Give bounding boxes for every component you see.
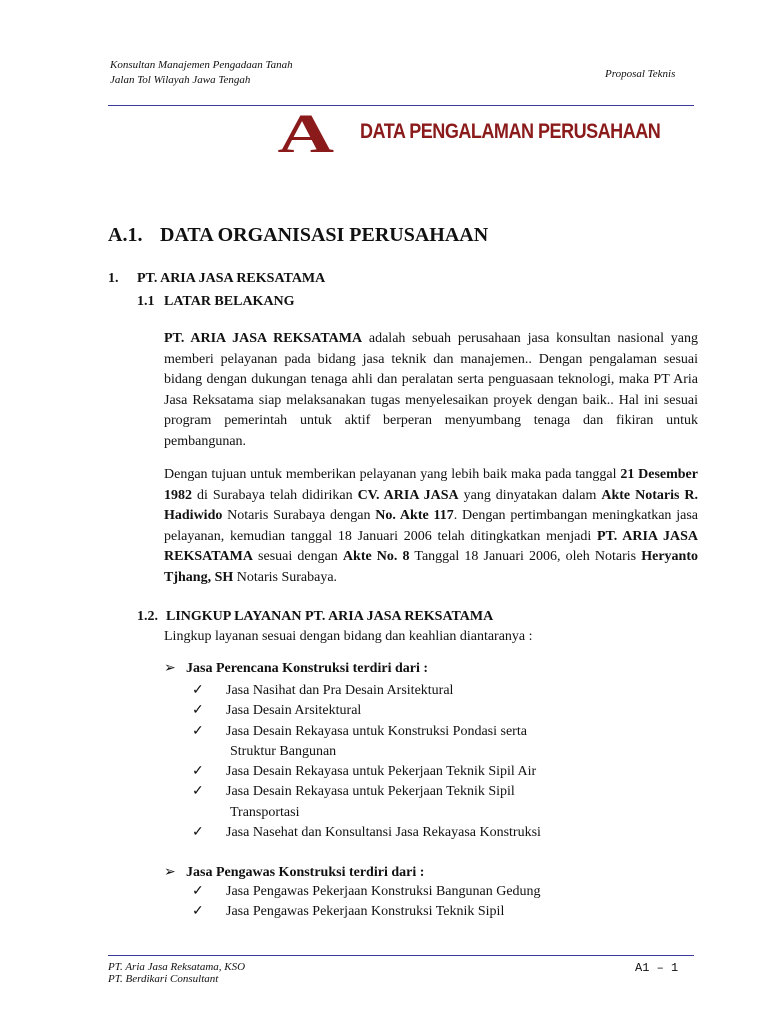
- notary-name: Heryanto Tjhang, SH: [164, 549, 698, 585]
- list-item: [186, 882, 626, 902]
- list-item-text: Jasa Desain Rekayasa untuk Konstruksi Pondasi serta: [226, 723, 527, 739]
- background-paragraph-2: [164, 465, 698, 588]
- paragraph-text: yang dinyatakan dalam: [458, 487, 602, 503]
- section-number: A.1.: [108, 224, 143, 246]
- subsection-title: LATAR BELAKANG: [164, 294, 295, 309]
- supervision-services-list: [186, 882, 626, 923]
- section-title: DATA ORGANISASI PERUSAHAAN: [160, 224, 489, 246]
- page-number: A1 – 1: [635, 961, 679, 975]
- header-right: Proposal Teknis: [605, 68, 676, 80]
- service-group-heading: [164, 864, 424, 881]
- check-icon: ✓: [192, 683, 204, 698]
- list-item: [186, 762, 626, 782]
- paragraph-text: Dengan tujuan untuk memberikan pelayanan yang lebih baik maka pada tanggal: [164, 467, 621, 482]
- company-number: 1.: [108, 271, 119, 286]
- subsection-number: 1.2.: [137, 609, 158, 624]
- list-item-text: Jasa Pengawas Pekerjaan Konstruksi Teknik Sipil: [226, 904, 505, 920]
- paragraph-text: di Surabaya telah didirikan: [192, 487, 358, 503]
- footer-left: [108, 961, 245, 985]
- scope-intro: Lingkup layanan sesuai dengan bidang dan keahlian diantaranya :: [164, 629, 533, 644]
- deed-number: No. Akte 117: [375, 508, 454, 523]
- subsection-number: 1.1: [137, 294, 155, 309]
- planning-services-list: [186, 681, 626, 843]
- service-group-heading: [164, 660, 428, 677]
- subsection-title: LINGKUP LAYANAN PT. ARIA JASA REKSATAMA: [166, 609, 494, 624]
- list-item: [186, 823, 626, 843]
- subsection-heading-background: [137, 294, 295, 310]
- check-icon: ✓: [192, 703, 204, 719]
- former-company-name: CV. ARIA JASA: [357, 487, 459, 503]
- founding-date: 21 Desember 1982: [164, 467, 698, 503]
- new-deed-number: Akte No. 8: [342, 549, 410, 564]
- header-line-2: Jalan Tol Wilayah Jawa Tengah: [110, 74, 251, 86]
- paragraph-text: adalah sebuah perusahaan jasa konsultan nasional yang memberi pelayanan pada bidang jasa teknik dan manajemen.. Dengan pengalaman sesuai bidang dengan dukungan tenaga ahli dan peralatan serta penguasaan teknologi, maka PT Aria Jasa Reksatama siap melaksanakan tugas menyelesaikan proyek dengan baik.. Hal ini sesuai program pemerintah untuk aktif berperan menyumbang tenaga dan fikiran untuk pembangunan.: [164, 331, 699, 449]
- section-heading: [108, 224, 488, 247]
- list-item-text: Jasa Desain Rekayasa untuk Pekerjaan Teknik Sipil Air: [226, 764, 537, 780]
- check-icon: ✓: [192, 764, 204, 780]
- footer-line-1: PT. Aria Jasa Reksatama, KSO: [108, 961, 246, 973]
- paragraph-text: Notaris Surabaya.: [233, 569, 338, 585]
- list-item-text: Jasa Desain Arsitektural: [226, 703, 362, 719]
- list-item-text: Jasa Nasehat dan Konsultansi Jasa Rekayasa Konstruksi: [226, 825, 541, 841]
- check-icon: ✓: [192, 884, 204, 899]
- company-name-bold: PT. ARIA JASA REKSATAMA: [164, 331, 363, 346]
- footer-rule: [108, 955, 694, 956]
- header-rule: [108, 105, 694, 106]
- check-icon: ✓: [192, 825, 204, 841]
- arrow-bullet-icon: ➢: [164, 661, 176, 676]
- list-item-text: Jasa Nasihat dan Pra Desain Arsitektural: [226, 683, 454, 698]
- check-icon: ✓: [192, 904, 204, 920]
- service-group-title: Jasa Perencana Konstruksi terdiri dari :: [186, 661, 429, 676]
- company-title: PT. ARIA JASA REKSATAMA: [137, 271, 326, 286]
- list-item: [186, 782, 626, 823]
- list-item-continuation: Struktur Bangunan: [230, 743, 337, 759]
- list-item: [186, 902, 626, 922]
- check-icon: ✓: [192, 723, 204, 739]
- list-item-text: Jasa Desain Rekayasa untuk Pekerjaan Teknik Sipil: [226, 784, 515, 800]
- paragraph-text: Tanggal 18 Januari 2006, oleh Notaris: [409, 549, 642, 564]
- list-item-text: Jasa Pengawas Pekerjaan Konstruksi Bangunan Gedung: [226, 884, 541, 899]
- service-group-title: Jasa Pengawas Konstruksi terdiri dari :: [186, 865, 425, 880]
- background-paragraph-1: [164, 329, 698, 452]
- list-item-continuation: Transportasi: [230, 804, 300, 820]
- header-line-1: Konsultan Manajemen Pengadaan Tanah: [110, 59, 293, 71]
- subsection-heading-scope: [137, 609, 493, 625]
- footer-line-2: PT. Berdikari Consultant: [108, 973, 219, 985]
- chapter-letter: A: [277, 110, 335, 158]
- company-name-bold: PT. ARIA JASA REKSATAMA: [164, 528, 698, 564]
- list-item: [186, 681, 626, 701]
- check-icon: ✓: [192, 784, 204, 800]
- arrow-bullet-icon: ➢: [164, 865, 176, 880]
- paragraph-text: sesuai dengan: [252, 549, 343, 564]
- company-heading: [108, 271, 325, 287]
- chapter-letter-logo: [268, 110, 344, 158]
- notary-deed: Akte Notaris R. Hadiwido: [164, 487, 698, 523]
- chapter-title: DATA PENGALAMAN PERUSAHAAN: [360, 120, 661, 143]
- paragraph-text: . Dengan pertimbangan meningkatkan jasa pelayanan, kemudian tanggal 18 Januari 2006 telah ditingkatkan menjadi: [164, 508, 698, 544]
- header-left: [110, 58, 293, 88]
- list-item: [186, 722, 626, 763]
- paragraph-text: Notaris Surabaya dengan: [222, 508, 376, 523]
- list-item: [186, 701, 626, 721]
